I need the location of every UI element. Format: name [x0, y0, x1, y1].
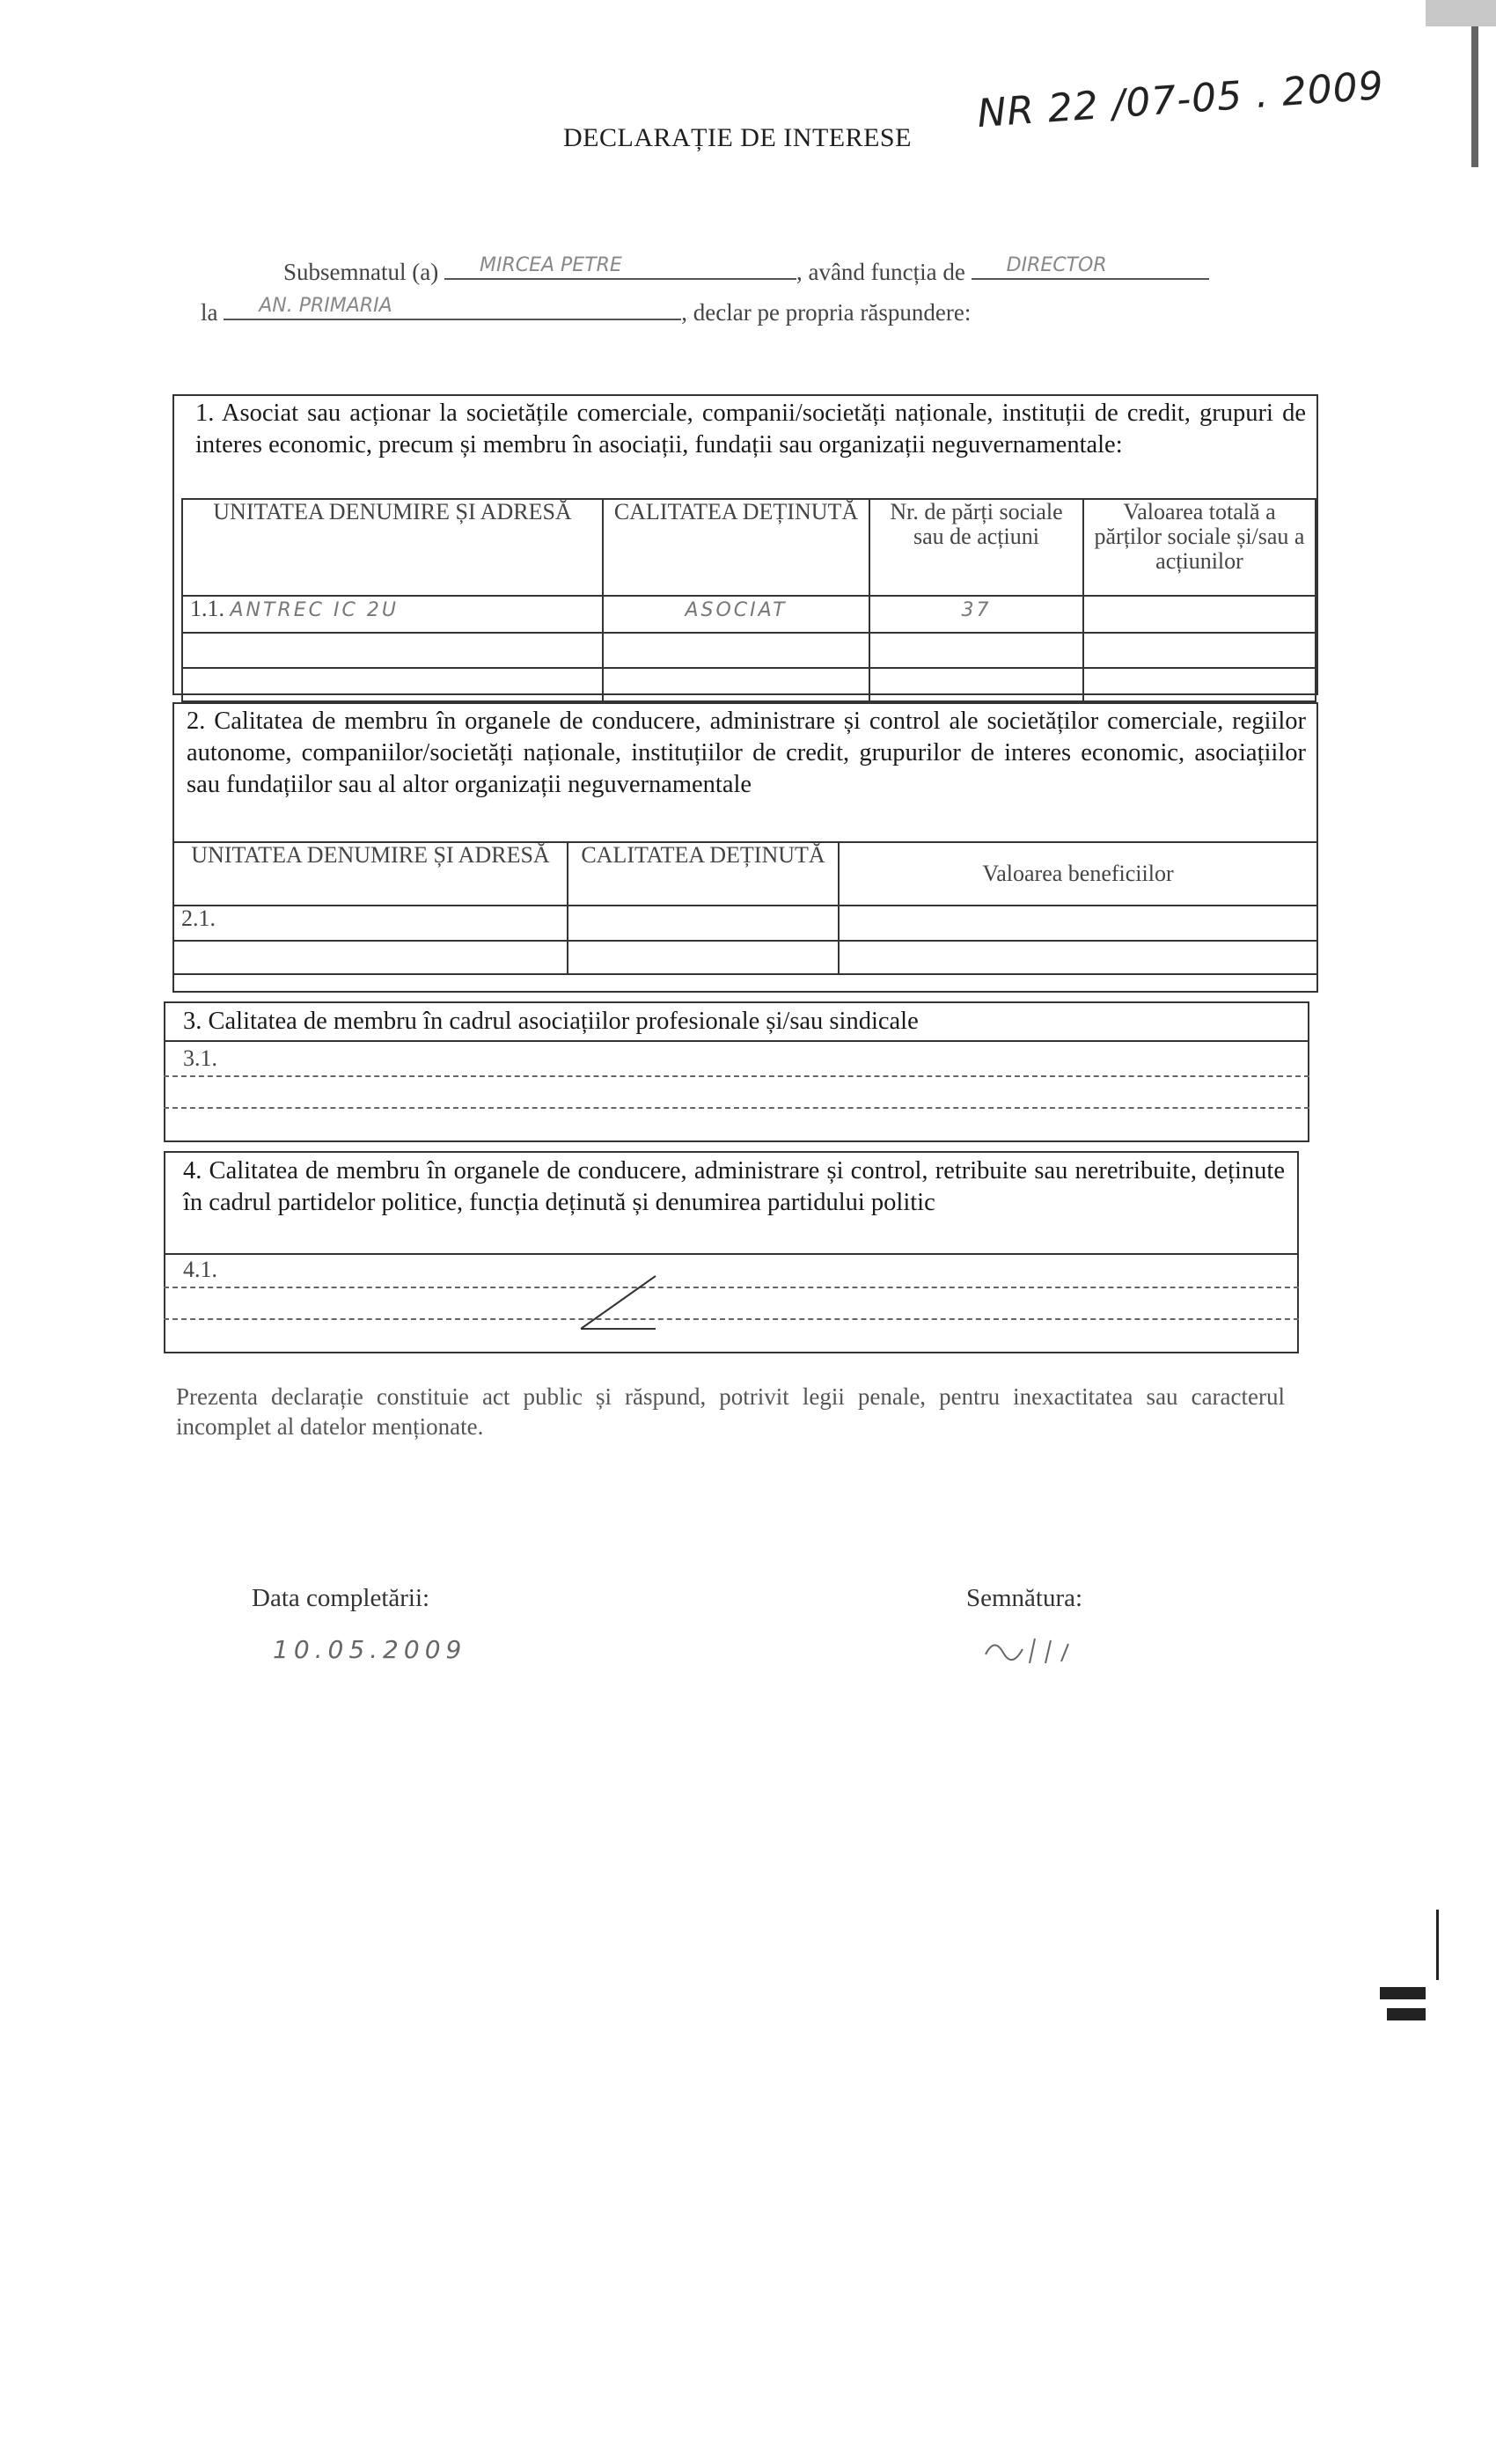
s1-empty-cell: [1083, 668, 1316, 701]
legal-statement: Prezenta declarație constituie act public și răspund, potrivit legii penale, pentru inexactitatea sau caracterul incomplet al datelor menționate.: [176, 1383, 1285, 1440]
s1-col-unitate: UNITATEA DENUMIRE ȘI ADRESĂ: [182, 499, 603, 596]
section-1-title: 1. Asociat sau acționar la societățile comerciale, companii/societăți naționale, instituții de credit, grupuri de interes economic, precum și membru în asociații, fundații sau organizații neguvernamentale:: [195, 400, 1306, 458]
s1-row-parti: [869, 596, 1083, 633]
section-3-title: 3. Calitatea de membru în cadrul asociațiilor profesionale și/sau sindicale: [183, 1008, 919, 1035]
s2-empty-cell: [173, 941, 568, 974]
s1-col-parti: Nr. de părți sociale sau de acțiuni: [869, 499, 1083, 596]
s3-row-line: [164, 1075, 1309, 1077]
s2-row-calitate: [568, 906, 839, 941]
position-field: [972, 254, 1209, 280]
section-1-table: [181, 498, 1316, 702]
scan-edge: [1471, 26, 1478, 167]
section-2-table: [172, 841, 1318, 975]
s2-row-number: 2.1.: [181, 906, 216, 931]
s1-row-calitate: [603, 596, 869, 633]
scan-speckle: [1426, 0, 1496, 26]
institution-value: AN. PRIMARIA: [259, 295, 392, 317]
s2-col-calitate: CALITATEA DEȚINUTĂ: [568, 842, 839, 906]
s4-row-number: 4.1.: [183, 1257, 217, 1282]
s1-row-calitate-value: ASOCIAT: [685, 599, 788, 621]
s1-empty-cell: [869, 633, 1083, 668]
signature-label: Semnătura:: [966, 1584, 1083, 1612]
la-label: la: [201, 299, 218, 326]
name-field: [444, 254, 796, 280]
scan-block: [1380, 1987, 1426, 1999]
s1-row-parti-value: 37: [961, 599, 992, 621]
s1-col-calitate: CALITATEA DEȚINUTĂ: [603, 499, 869, 596]
s3-row-number: 3.1.: [183, 1045, 217, 1071]
s1-row-number: 1.1.: [190, 596, 224, 621]
s1-empty-cell: [182, 668, 603, 701]
date-label: Data completării:: [252, 1584, 430, 1612]
subsemnatul-label: Subsemnatul (a): [283, 259, 439, 285]
declar-label: , declar pe propria răspundere:: [681, 299, 972, 326]
intro-line-2: [201, 297, 971, 326]
s2-row-valoare: [839, 906, 1317, 941]
s1-row-valoare: [1083, 596, 1316, 633]
scan-block: [1387, 2008, 1426, 2020]
s4-row-line: [164, 1287, 1299, 1288]
s1-row-unitate: [182, 596, 603, 633]
s1-empty-cell: [603, 668, 869, 701]
s2-empty-cell: [568, 941, 839, 974]
s2-col-unitate: UNITATEA DENUMIRE ȘI ADRESĂ: [173, 842, 568, 906]
cross-out-mark: [572, 1267, 678, 1338]
section-2-title: 2. Calitatea de membru în organele de conducere, administrare și control ale societăților comerciale, regiilor autonome, companiilor/societăți naționale, instituțiilor de credit, grupurilor de interes economic, asociațiilor sau fundațiilor sau al altor organizații neguvernamentale: [187, 708, 1306, 798]
functia-label: , având funcția de: [796, 259, 965, 285]
registration-number: NR 22 /07-05 . 2009: [975, 62, 1386, 137]
page-title: DECLARAȚIE DE INTERESE: [563, 123, 912, 152]
s1-empty-cell: [1083, 633, 1316, 668]
s1-row-unitate-value: ANTREC IC 2U: [230, 599, 399, 621]
s4-rule: [164, 1253, 1299, 1255]
s2-empty-cell: [839, 941, 1317, 974]
s1-empty-cell: [869, 668, 1083, 701]
s1-col-valoare: Valoarea totală a părților sociale și/sau a acțiunilor: [1083, 499, 1316, 596]
s3-rule: [164, 1040, 1309, 1042]
s2-row-unitate: [173, 906, 568, 941]
scan-line: [1436, 1910, 1439, 1980]
s1-empty-cell: [603, 633, 869, 668]
s4-row-line: [164, 1318, 1299, 1320]
signature-scribble: [977, 1628, 1100, 1672]
intro-line-1: [283, 254, 1209, 286]
section-4-title: 4. Calitatea de membru în organele de conducere, administrare și control, retribuite sau neretribuite, deținute în cadrul partidelor politice, funcția deținută și denumirea partidului politic: [183, 1157, 1285, 1216]
institution-field: [224, 297, 681, 320]
name-value: MIRCEA PETRE: [479, 254, 622, 276]
s3-row-line: [164, 1107, 1309, 1109]
date-value: 10.05.2009: [273, 1635, 467, 1664]
position-value: DIRECTOR: [1006, 254, 1107, 276]
s2-col-valoare: Valoarea beneficiilor: [839, 842, 1317, 906]
s1-empty-cell: [182, 633, 603, 668]
